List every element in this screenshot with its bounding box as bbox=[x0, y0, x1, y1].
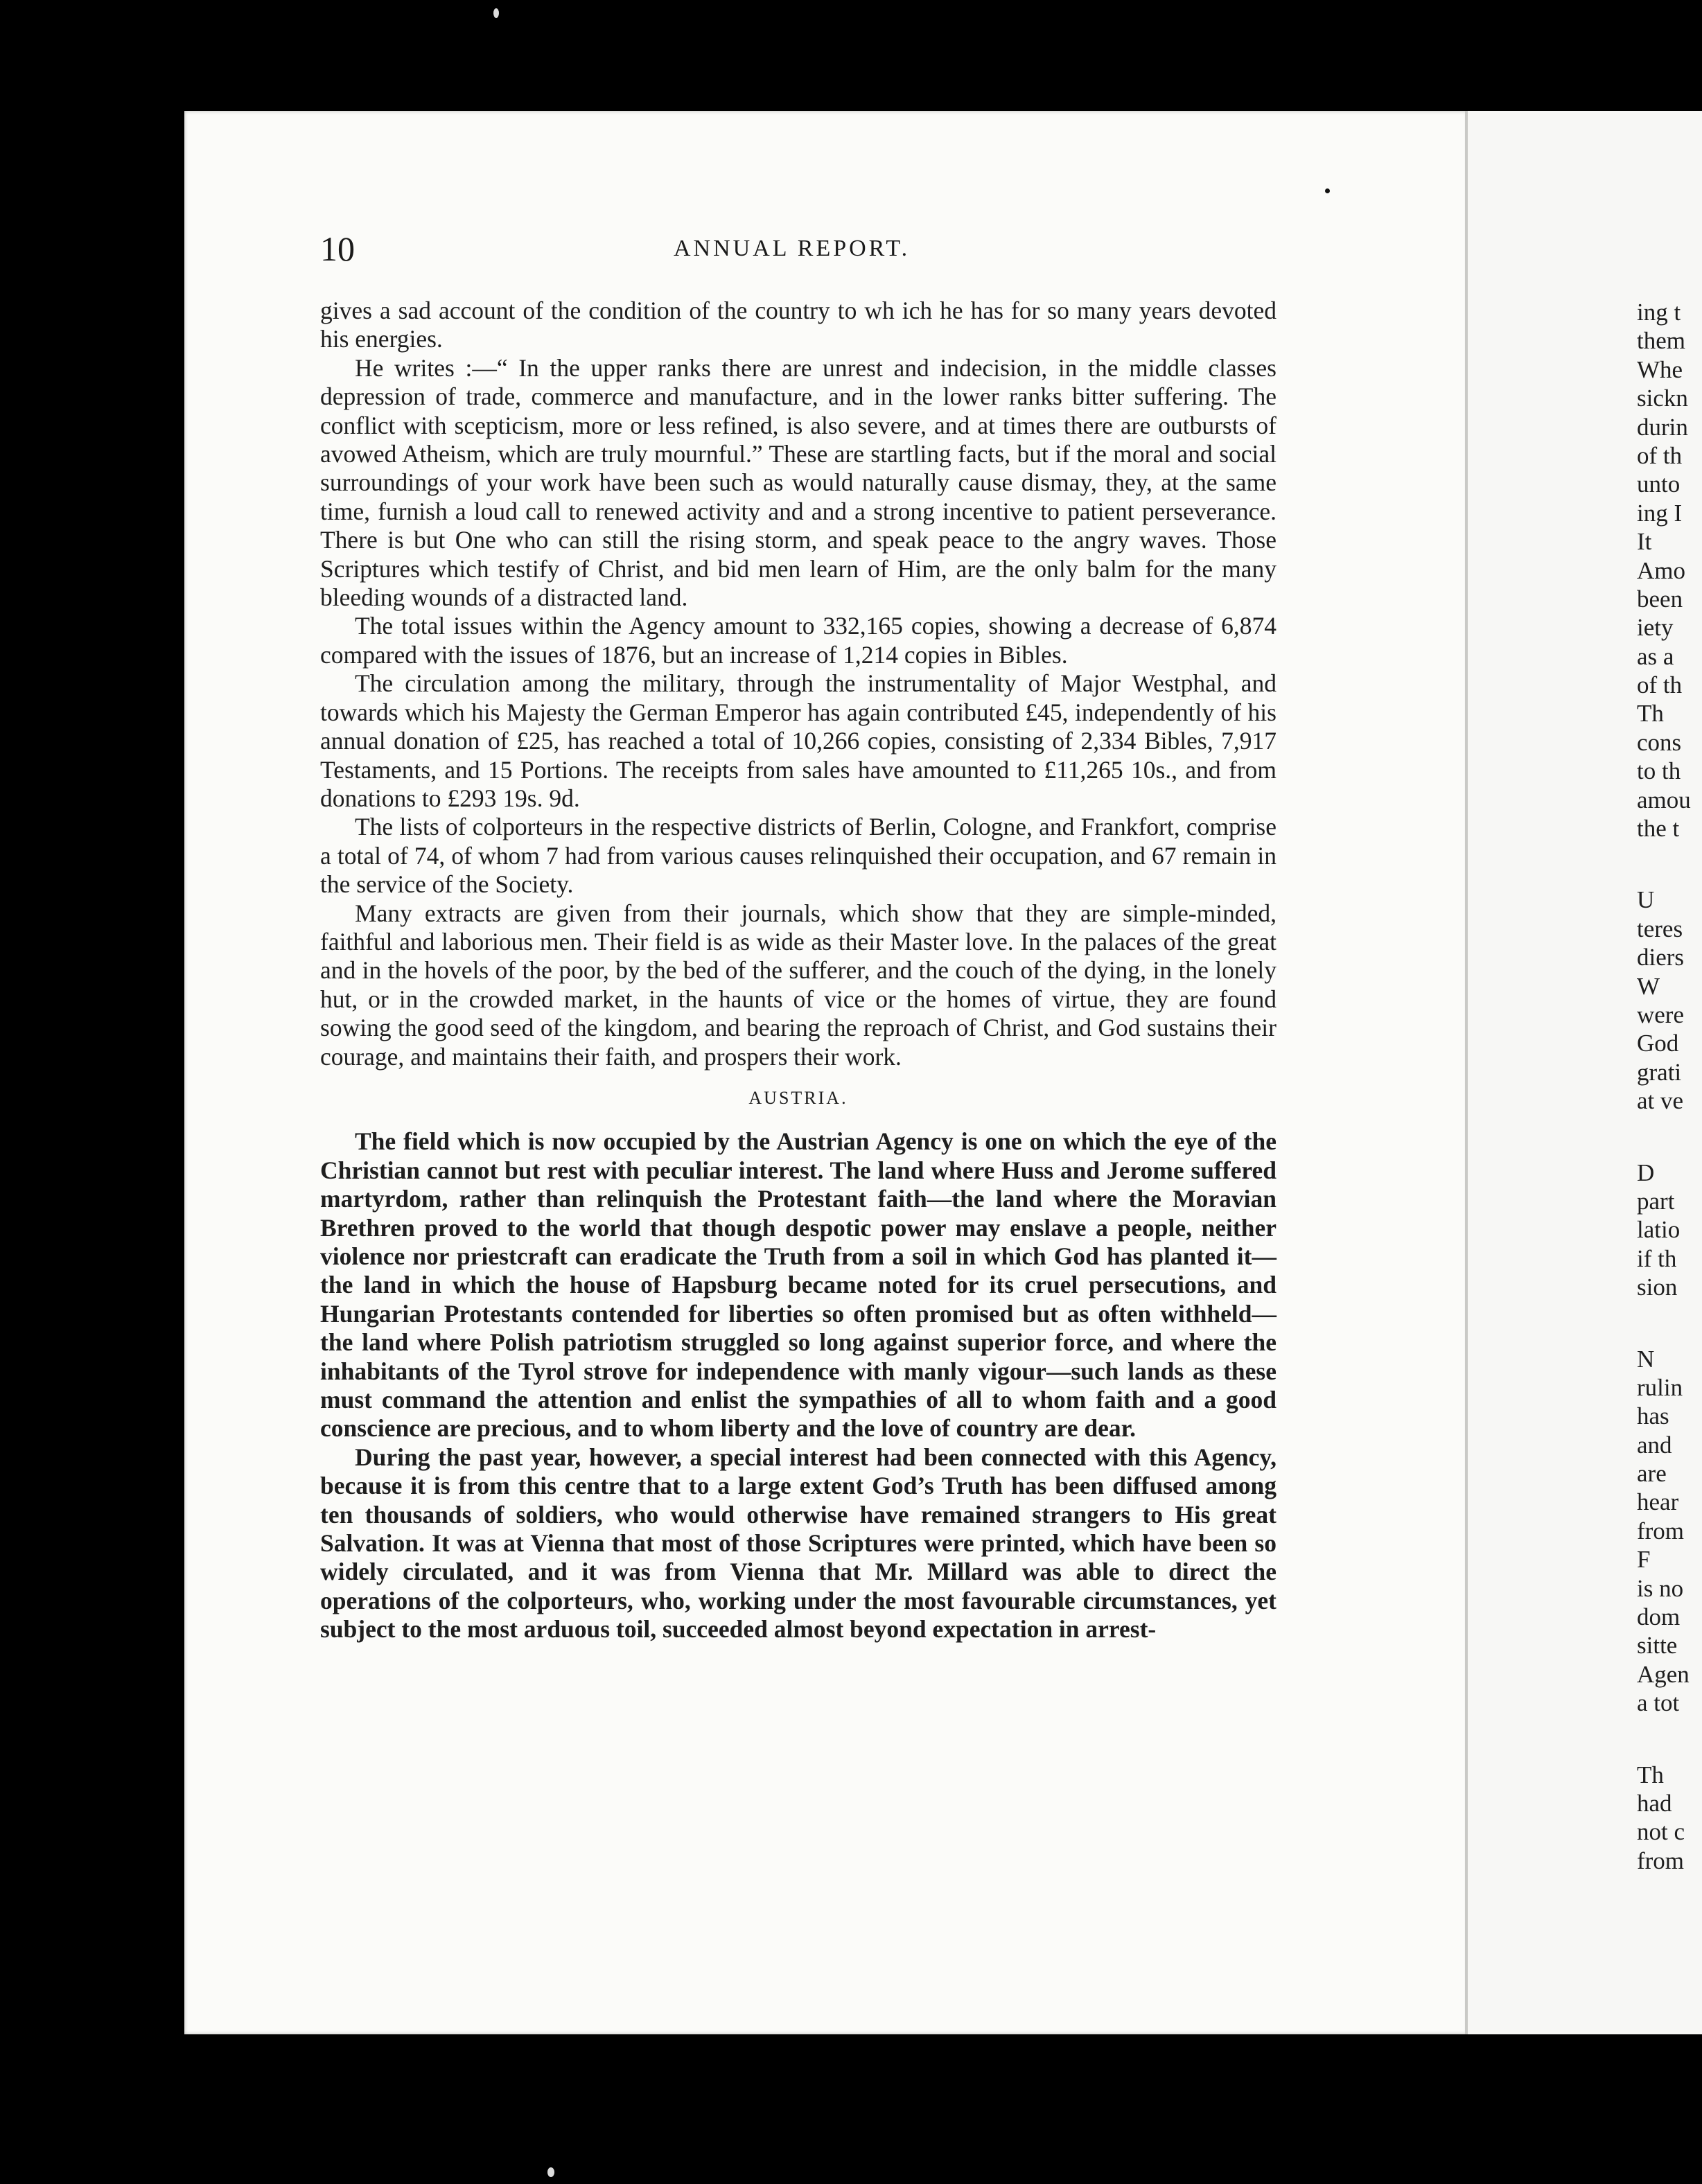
scan-speck bbox=[493, 8, 499, 18]
right-page-gap bbox=[1637, 1302, 1702, 1345]
right-page-line: dom bbox=[1637, 1603, 1681, 1631]
right-page-line: were bbox=[1637, 1001, 1685, 1028]
right-page-line: ing t bbox=[1637, 299, 1681, 326]
right-page-line: Amo bbox=[1637, 556, 1685, 584]
running-head: ANNUAL REPORT. bbox=[674, 236, 911, 261]
right-page-line: hear bbox=[1637, 1488, 1679, 1516]
right-page-line: not c bbox=[1637, 1818, 1685, 1846]
right-page-line: amou bbox=[1637, 786, 1691, 813]
paragraph: Many extracts are given from their journals, which show that they are simple-minded, faithful and laborious men. Their field is as wide as their Master love. In the palaces of the great and in the hovels of the poor, by the bed of the sufferer, and the couch of the dying, in the lonely hut, or in the crowded market, in the haunts of vice or the homes of virtue, they are found sowing the good seed of the kingdom, and bearing the reproach of Christ, and God sustains their courage, and maintains their faith, and prospers their work. bbox=[320, 899, 1276, 1071]
right-page-line: D bbox=[1637, 1159, 1655, 1186]
page-header bbox=[320, 229, 1276, 270]
right-page-line: teres bbox=[1637, 915, 1683, 942]
right-page-line: It bbox=[1637, 528, 1652, 556]
paragraph: gives a sad account of the condition of the country to wh ich he has for so many years devoted his energies. bbox=[320, 297, 1276, 353]
right-page-line: the t bbox=[1637, 815, 1680, 843]
right-page-line: if th bbox=[1637, 1244, 1677, 1272]
right-page-line: cons bbox=[1637, 728, 1682, 756]
right-page-line: diers bbox=[1637, 944, 1685, 971]
right-page-line: and bbox=[1637, 1431, 1672, 1459]
right-page-line: a tot bbox=[1637, 1689, 1680, 1717]
right-page-line: latio bbox=[1637, 1216, 1681, 1244]
right-page-line: durin bbox=[1637, 413, 1688, 441]
right-page-line: are bbox=[1637, 1460, 1667, 1488]
right-page-line: had bbox=[1637, 1789, 1672, 1817]
right-page-line: them bbox=[1637, 327, 1685, 355]
section-heading-austria: AUSTRIA. bbox=[748, 1087, 848, 1108]
right-page-line: grati bbox=[1637, 1058, 1682, 1086]
right-page-line: been bbox=[1637, 585, 1683, 613]
right-page-line: from bbox=[1637, 1517, 1685, 1544]
right-page-line: Th bbox=[1637, 1761, 1664, 1788]
right-page-line: ing I bbox=[1637, 499, 1683, 527]
right-page-line: U bbox=[1637, 886, 1655, 914]
right-page-line: of th bbox=[1637, 671, 1683, 699]
right-page-line: sitte bbox=[1637, 1632, 1678, 1659]
right-page-line: rulin bbox=[1637, 1373, 1683, 1401]
right-page-line: Th bbox=[1637, 700, 1664, 728]
paragraph: The circulation among the military, through the instrumentality of Major Westphal, and towards which his Majesty the German Emperor has again contributed £45, independently of his annual donation of £25, has reached a total of 10,266 copies, consisting of 2,334 Bibles, 7,917 Testaments, and 15 Portions. The receipts from sales have amounted to £11,265 10s., and from donations to £293 19s. 9d. bbox=[320, 669, 1276, 812]
right-page-gap bbox=[1637, 1116, 1702, 1159]
right-page-line: W bbox=[1637, 972, 1660, 1000]
scan-speck bbox=[1325, 188, 1330, 193]
right-page-text-fragments bbox=[1637, 298, 1702, 1875]
right-page-line: at ve bbox=[1637, 1087, 1684, 1115]
right-page-line: of th bbox=[1637, 441, 1683, 469]
right-page-line: from bbox=[1637, 1847, 1685, 1874]
right-page-line: Agen bbox=[1637, 1660, 1690, 1688]
right-page-line: sion bbox=[1637, 1274, 1678, 1301]
right-page-line: F bbox=[1637, 1546, 1651, 1574]
right-page-line: Whe bbox=[1637, 355, 1683, 383]
paragraph: The total issues within the Agency amount to 332,165 copies, showing a decrease of 6,874 compared with the issues of 1876, but an increase of 1,214 copies in Bibles. bbox=[320, 612, 1276, 669]
paragraph: He writes :—“ In the upper ranks there are unrest and indecision, in the middle classes depression of trade, commerce and manufacture, and in the lower ranks bitter suffering. The conflict with scepticism, more or less refined, is also severe, and at times there are outbursts of avowed Atheism, which are truly mournful.” These are startling facts, but if the moral and social surroundings of your work have been such as would naturally cause dismay, they, at the same time, furnish a loud call to renewed activity and and a strong incentive to patient perseverance. There is but One who can still the rising storm, and speak peace to the angry waves. Those Scriptures which testify of Christ, and bid men learn of Him, are the only balm for the many bleeding wounds of a distracted land. bbox=[320, 353, 1276, 612]
right-page-line: part bbox=[1637, 1187, 1675, 1215]
scan-speck bbox=[547, 2167, 554, 2177]
austria-section bbox=[320, 1127, 1276, 1644]
right-page-line: to th bbox=[1637, 757, 1681, 785]
main-text-column bbox=[320, 297, 1276, 1644]
page-number: 10 bbox=[320, 229, 355, 268]
paragraph: During the past year, however, a special interest had been connected with this Agency, because it is from this centre that to a large extent God’s Truth has been diffused among ten thousands of soldiers, who would otherwise have remained strangers to His great Salvation. It was at Vienna that most of those Scriptures were printed, which have been so widely circulated, and it was from Vienna that Mr. Millard was able to direct the operations of the colporteurs, who, working under the most favourable circumstances, yet subject to the most arduous toil, succeeded almost beyond expectation in arrest- bbox=[320, 1443, 1276, 1644]
right-page-line: has bbox=[1637, 1402, 1669, 1430]
right-page-line: unto bbox=[1637, 470, 1681, 498]
right-page-gap bbox=[1637, 1718, 1702, 1761]
right-page-line: God bbox=[1637, 1030, 1679, 1057]
right-page-line: sickn bbox=[1637, 385, 1688, 412]
right-page-line: as a bbox=[1637, 642, 1674, 670]
paragraph: The lists of colporteurs in the respective districts of Berlin, Cologne, and Frankfort, comprise a total of 74, of whom 7 had from various causes relinquished their occupation, and 67 remain in the service of the Society. bbox=[320, 813, 1276, 899]
right-page-gap bbox=[1637, 843, 1702, 886]
paragraph: The field which is now occupied by the Austrian Agency is one on which the eye of the Christian cannot but rest with peculiar interest. The land where Huss and Jerome suffered martyrdom, rather than relinquish the Protestant faith—the land where the Moravian Brethren proved to the world that though despotic power may enslave a people, neither violence nor priestcraft can eradicate the Truth from a soil in which God has planted it—the land in which the house of Hapsburg became noted for its cruel persecutions, and Hungarian Protestants contended for liberties so often promised but as often withheld—the land where Polish patriotism struggled so long against superior force, and where the inhabitants of the Tyrol strove for independence with manly vigour—such lands as these must command the attention and enlist the sympathies of all to whom faith and a good conscience are precious, and to whom liberty and the love of country are dear. bbox=[320, 1127, 1276, 1443]
right-page-line: iety bbox=[1637, 614, 1674, 642]
right-page-line: is no bbox=[1637, 1574, 1684, 1602]
right-page-line: N bbox=[1637, 1345, 1655, 1373]
